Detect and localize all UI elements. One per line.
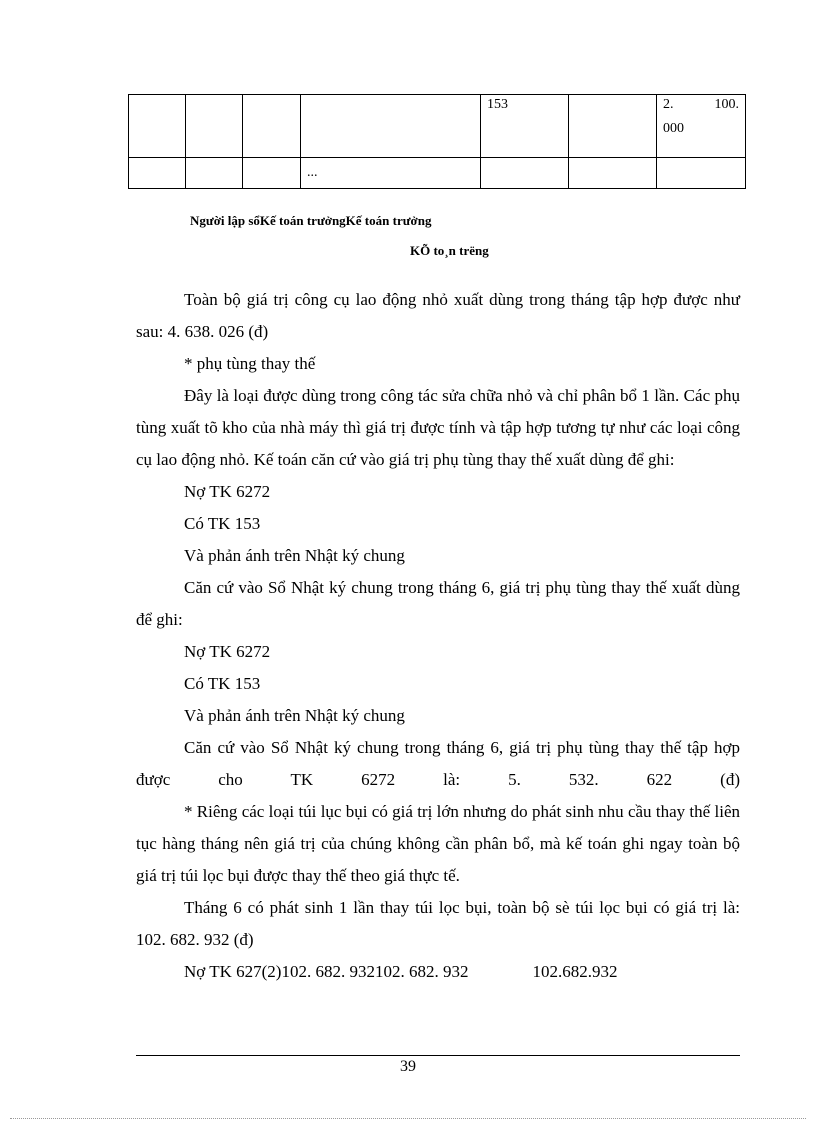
table-cell [186, 158, 243, 189]
heading-spare-parts: * phụ tùng thay thế [184, 354, 316, 373]
table-cell [243, 95, 301, 158]
table-cell [569, 95, 657, 158]
amount-part: 100. [714, 97, 739, 112]
paragraph: * Riêng các loại túi lục bụi có giá trị lớn nhưng do phát sinh nhu cầu thay thế liên tục hàng tháng nên giá trị của chúng không cần phân bổ, mà kế toán ghi ngay toàn bộ giá trị túi lọc bụi được thay thế theo giá thực tế. [136, 802, 740, 885]
amount-part: 2. [663, 97, 674, 112]
paragraph: Và phản ánh trên Nhật ký chung [184, 546, 405, 565]
paragraph: Đây là loại được dùng trong công tác sửa chữa nhỏ và chỉ phân bổ 1 lần. Các phụ tùng xuất tõ kho của nhà máy thì giá trị được tính và tập hợp tương tự như các loại công cụ lao động nhỏ. Kế toán căn cứ vào giá trị phụ tùng thay thế xuất dùng để ghi: [136, 386, 740, 469]
footer-divider [136, 1055, 740, 1056]
journal-entry-amount: 102.682.932 [532, 962, 618, 981]
table-cell [129, 95, 186, 158]
description-cell: ... [301, 158, 481, 189]
journal-entry-line [136, 956, 740, 988]
journal-entry-credit: Có TK 153 [184, 514, 261, 533]
table-row [129, 95, 746, 158]
amount-cell [657, 95, 746, 158]
paragraph: Và phản ánh trên Nhật ký chung [184, 706, 405, 725]
paragraph: Toàn bộ giá trị công cụ lao động nhỏ xuất dùng trong tháng tập hợp được như sau: 4. 638. 026 (đ) [136, 290, 740, 341]
signature-line: Người lập sổKế toán trưởngKế toán trưởng [190, 213, 432, 228]
signature-line-garbled: KÕ to¸n trëng [410, 243, 489, 258]
table-cell [301, 95, 481, 158]
paragraph: Căn cứ vào Sổ Nhật ký chung trong tháng 6, giá trị phụ tùng thay thế xuất dùng để ghi: [136, 578, 740, 629]
journal-entry-credit: Có TK 153 [184, 674, 261, 693]
ledger-table [128, 94, 746, 189]
table-cell [657, 158, 746, 189]
account-cell: 153 [481, 95, 569, 158]
paragraph: Tháng 6 có phát sinh 1 lần thay túi lọc bụi, toàn bộ sè túi lọc bụi có giá trị là: 102. 682. 932 (đ) [136, 898, 740, 949]
journal-entry-debit: Nợ TK 6272 [184, 642, 271, 661]
table-cell [186, 95, 243, 158]
journal-entry-text: Nợ TK 627(2)102. 682. 932102. 682. 932 [184, 962, 469, 981]
journal-entry-debit: Nợ TK 6272 [184, 482, 271, 501]
paragraph: Căn cứ vào Sổ Nhật ký chung trong tháng 6, giá trị phụ tùng thay thế tập hợp được cho TK 6272 là: 5. 532. 622 (đ) [136, 738, 740, 789]
table-row [129, 158, 746, 189]
page-edge-border [10, 1118, 806, 1119]
table-cell [481, 158, 569, 189]
table-cell [569, 158, 657, 189]
body-text [136, 284, 740, 988]
table-cell [243, 158, 301, 189]
page-number: 39 [400, 1058, 416, 1075]
table-cell [129, 158, 186, 189]
amount-part: 000 [663, 121, 684, 136]
